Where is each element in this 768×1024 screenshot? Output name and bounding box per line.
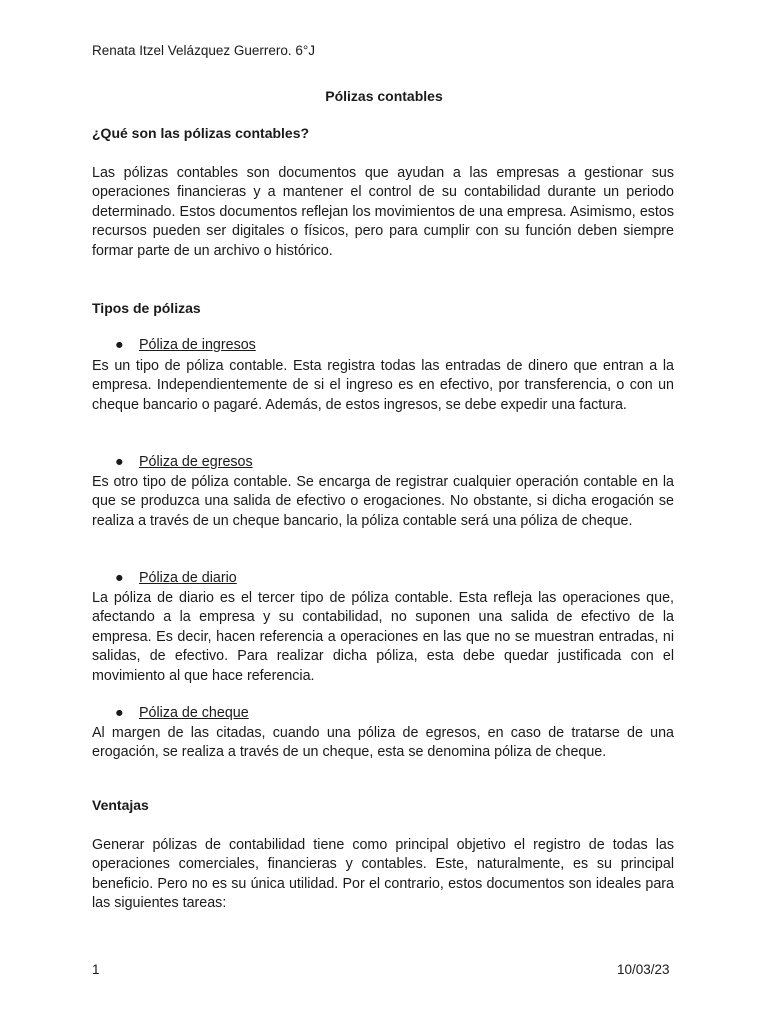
footer-date: 10/03/23 [617, 962, 670, 977]
bullet-dot-icon: ● [115, 705, 124, 721]
what-paragraph: Las pólizas contables son documentos que ayudan a las empresas a gestionar sus operaciones financieras y a mantener el control de su contabilidad durante un periodo determinado. Estos documentos reflejan los movimientos de una empresa. Asimismo, estos recursos pueden ser digitales o físicos, pero para cumplir con su función deben siempre formar parte de un archivo o histórico. [92, 165, 674, 259]
bullet-dot-icon: ● [115, 454, 124, 470]
what-heading: ¿Qué son las pólizas contables? [92, 125, 310, 141]
bullet-label: Póliza de cheque [139, 705, 249, 721]
bullet-label: Póliza de diario [139, 570, 237, 586]
ingresos-paragraph: Es un tipo de póliza contable. Esta registra todas las entradas de dinero que entran a la empresa. Independientemente de si el ingreso es en efectivo, por transferencia, o con un cheque bancario o pagaré. Además, de estos ingresos, se debe expedir una factura. [92, 358, 674, 413]
egresos-paragraph: Es otro tipo de póliza contable. Se encarga de registrar cualquier operación contable en la que se produzca una salida de efectivo o erogaciones. No obstante, si dicha erogación se realiza a través de un cheque bancario, la póliza contable será una póliza de cheque. [92, 474, 674, 529]
types-heading: Tipos de pólizas [92, 300, 201, 316]
bullet-cheque [115, 705, 249, 721]
bullet-diario [115, 570, 237, 586]
cheque-paragraph: Al margen de las citadas, cuando una póliza de egresos, en caso de tratarse de una erogación, se realiza a través de un cheque, esta se denomina póliza de cheque. [92, 725, 674, 761]
bullet-label: Póliza de egresos [139, 454, 253, 470]
author-line: Renata Itzel Velázquez Guerrero. 6°J [92, 43, 316, 58]
bullet-dot-icon: ● [115, 570, 124, 586]
advantages-paragraph: Generar pólizas de contabilidad tiene como principal objetivo el registro de todas las operaciones comerciales, financieras y contables. Este, naturalmente, es su principal beneficio. Pero no es su única utilidad. Por el contrario, estos documentos son ideales para las siguientes tareas: [92, 837, 674, 912]
bullet-ingresos [115, 337, 256, 353]
bullet-label: Póliza de ingresos [139, 337, 256, 353]
bullet-dot-icon: ● [115, 337, 124, 353]
diario-paragraph: La póliza de diario es el tercer tipo de póliza contable. Esta refleja las operaciones que, afectando a la empresa y su contabilidad, no suponen una salida de efectivo de la empresa. Es decir, hacen referencia a operaciones en las que no se muestran entradas, ni salidas, de efectivo. Para realizar dicha póliza, esta debe quedar justificada con el movimiento al que hace referencia. [92, 590, 674, 684]
advantages-heading: Ventajas [92, 797, 149, 813]
page-title: Pólizas contables [325, 88, 443, 104]
bullet-egresos [115, 454, 253, 470]
page-number: 1 [92, 962, 100, 977]
